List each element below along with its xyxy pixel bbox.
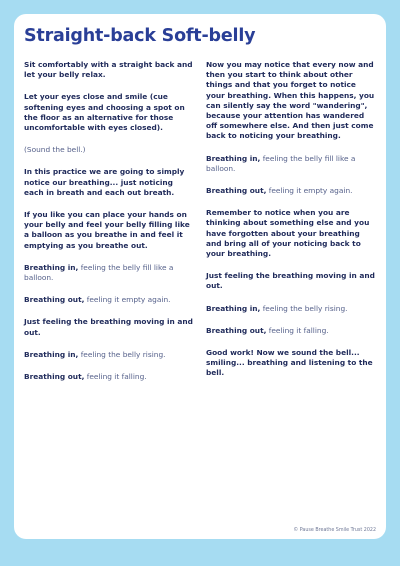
script-paragraph (206, 154, 376, 174)
script-paragraph: Now you may notice that every now and then you start to think about other things and that you forget to notice your breathing. When this happens, you can silently say the word "wandering", because your attention has wandered off somewhere else. And then just come back to noticing your breathing. (206, 60, 375, 141)
right-column (206, 60, 376, 394)
script-paragraph: If you like you can place your hands on your belly and feel your belly filling like a balloon as you breathe in and feel it emptying as you breathe out. (24, 210, 190, 250)
script-paragraph: Let your eyes close and smile (cue softening eyes and choosing a spot on the floor as an alternative for those uncomfortable with eyes closed). (24, 92, 185, 133)
breathing-cue: Breathing in, (24, 262, 79, 272)
script-paragraph (24, 372, 194, 382)
breathing-cue: Breathing in, (24, 349, 79, 359)
document-page (14, 14, 386, 539)
script-paragraph: Good work! Now we sound the bell... smiling... breathing and listening to the bell. (206, 348, 373, 378)
breathing-cue: Breathing out, (24, 295, 85, 305)
content-columns (24, 60, 376, 394)
breathing-cue: Breathing out, (24, 372, 85, 382)
breathing-cue: Breathing in, (206, 303, 261, 313)
breathing-instruction: feeling it empty again. (84, 295, 171, 305)
script-paragraph: Remember to notice when you are thinking about something else and you have forgotten about your breathing and bring all of your noticing back to your breathing. (206, 208, 370, 259)
script-paragraph: Just feeling the breathing moving in and out. (24, 317, 193, 337)
breathing-cue: Breathing out, (206, 325, 267, 335)
breathing-instruction: feeling the belly fill like a balloon. (206, 153, 356, 173)
breathing-instruction: feeling the belly fill like a balloon. (24, 262, 174, 283)
breathing-instruction: feeling it empty again. (266, 186, 353, 196)
breathing-cue: Breathing out, (206, 186, 267, 196)
copyright-footer: © Pause Breathe Smile Trust 2022 (293, 528, 376, 533)
script-paragraph: Sit comfortably with a straight back and let your belly relax. (24, 60, 193, 80)
script-paragraph (24, 350, 194, 360)
script-paragraph (24, 263, 194, 283)
breathing-instruction: feeling the belly rising. (78, 349, 166, 359)
breathing-cue: Breathing in, (206, 153, 261, 163)
script-paragraph: In this practice we are going to simply notice our breathing... just noticing each in breath and each out breath. (24, 167, 185, 197)
script-paragraph (206, 186, 376, 196)
page-title: Straight-back Soft-belly (24, 26, 256, 46)
left-column (24, 60, 194, 394)
script-paragraph: Just feeling the breathing moving in and out. (206, 271, 375, 291)
breathing-instruction: feeling the belly rising. (260, 303, 348, 313)
script-paragraph (24, 295, 194, 305)
breathing-instruction: feeling it falling. (84, 372, 147, 382)
script-paragraph (206, 326, 376, 336)
breathing-instruction: feeling it falling. (266, 325, 329, 335)
script-paragraph (206, 304, 376, 314)
script-paragraph: (Sound the bell.) (24, 145, 86, 155)
